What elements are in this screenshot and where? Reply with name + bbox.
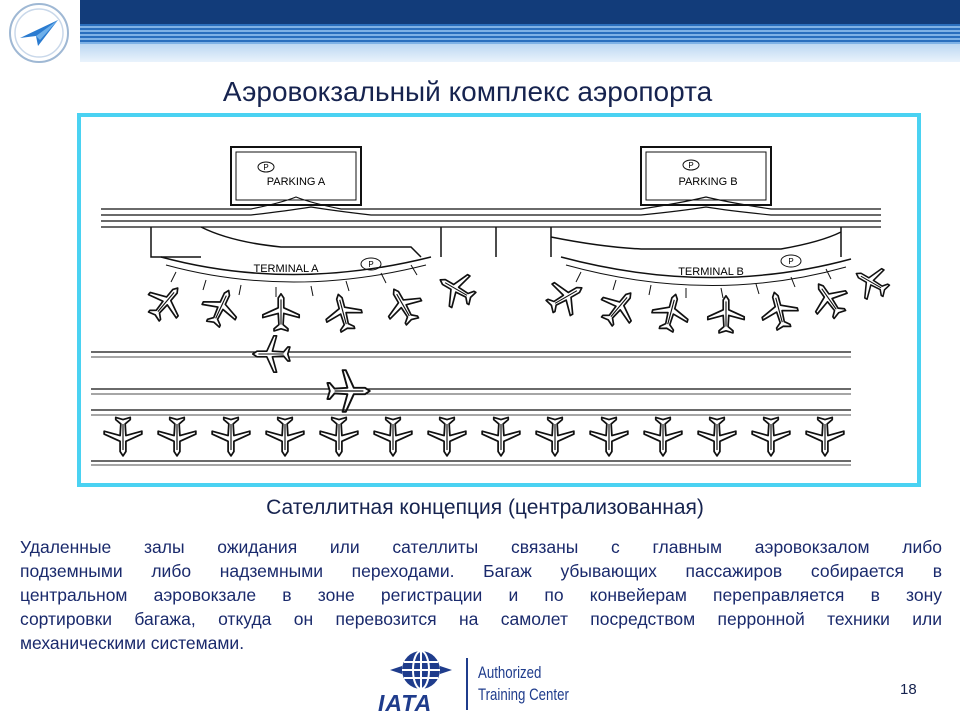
header-band-light	[80, 44, 960, 62]
aircraft	[757, 288, 802, 333]
aircraft	[253, 336, 290, 372]
parking-a	[231, 147, 361, 205]
description-line: сортировки багажа, откуда он перевозится на самолет посредством перронной техники или	[20, 609, 942, 629]
description-line: подземными либо надземными переходами. Багаж убывающих пассажиров собирается в	[20, 561, 942, 581]
page-title: Аэровокзальный комплекс аэропорта	[222, 76, 713, 107]
description-line: центральном аэровокзале в зоне регистрации и по конвейерам переправляется в зону	[20, 585, 942, 605]
terminal-a-label: TERMINAL A	[253, 263, 319, 275]
aircraft	[378, 280, 428, 330]
terminal-building	[151, 227, 841, 257]
taxiway-2	[91, 370, 851, 412]
parking-a-icon-letter: P	[263, 163, 269, 172]
parking-b-icon-letter: P	[688, 161, 694, 170]
logo-divider	[466, 658, 468, 710]
diagram-caption: Сателлитная концепция (централизованная)	[266, 496, 704, 519]
aircraft	[541, 272, 591, 322]
aircraft	[104, 417, 142, 455]
aircraft	[327, 370, 369, 412]
description-paragraph	[20, 535, 942, 655]
aircraft	[212, 417, 250, 455]
terminal-b	[561, 255, 851, 298]
atc-line-1: Authorized	[478, 663, 542, 682]
iata-atc-logo	[370, 648, 600, 714]
aircraft	[752, 417, 790, 455]
page-number: 18	[900, 681, 917, 698]
aircraft	[374, 417, 412, 455]
header-band-dark	[80, 0, 960, 24]
aircraft	[158, 417, 196, 455]
airport-diagram	[77, 113, 921, 487]
aircraft	[321, 290, 366, 335]
header-banner	[0, 0, 960, 66]
remote-apron	[91, 410, 851, 465]
aircraft	[482, 417, 520, 455]
aircraft	[806, 417, 844, 455]
aircraft	[431, 264, 481, 314]
aircraft	[536, 417, 574, 455]
aircraft	[804, 274, 855, 325]
aircraft	[140, 276, 192, 328]
parking-b	[641, 147, 771, 205]
aircraft	[590, 417, 628, 455]
iata-wordmark: IATA	[378, 690, 433, 716]
terminal-b-icon-letter: P	[788, 257, 794, 266]
parking-b-label: PARKING B	[678, 176, 738, 188]
aircraft	[708, 296, 744, 333]
terminal-a-icon-letter: P	[368, 260, 374, 269]
taxiway-1	[91, 336, 851, 372]
atc-line-2: Training Center	[478, 685, 569, 704]
aircraft	[593, 281, 645, 333]
parking-a-label: PARKING A	[266, 176, 326, 188]
header-band-stripes	[80, 24, 960, 44]
description-line: механическими системами.	[20, 633, 245, 653]
aircraft	[266, 417, 304, 455]
terminal-b-label: TERMINAL B	[678, 266, 744, 278]
iata-globe-icon	[390, 648, 452, 690]
aircraft	[197, 283, 246, 332]
aircraft	[848, 259, 895, 305]
aircraft	[320, 417, 358, 455]
terminal-a	[161, 257, 431, 297]
description-line: Удаленные залы ожидания или сателлиты связаны с главным аэровокзалом либо	[20, 537, 942, 557]
aircraft	[263, 294, 299, 331]
aircraft	[649, 290, 694, 335]
airplane-logo-icon	[4, 2, 74, 64]
atc-text	[478, 662, 569, 706]
aircraft	[698, 417, 736, 455]
aircraft	[428, 417, 466, 455]
aircraft	[644, 417, 682, 455]
